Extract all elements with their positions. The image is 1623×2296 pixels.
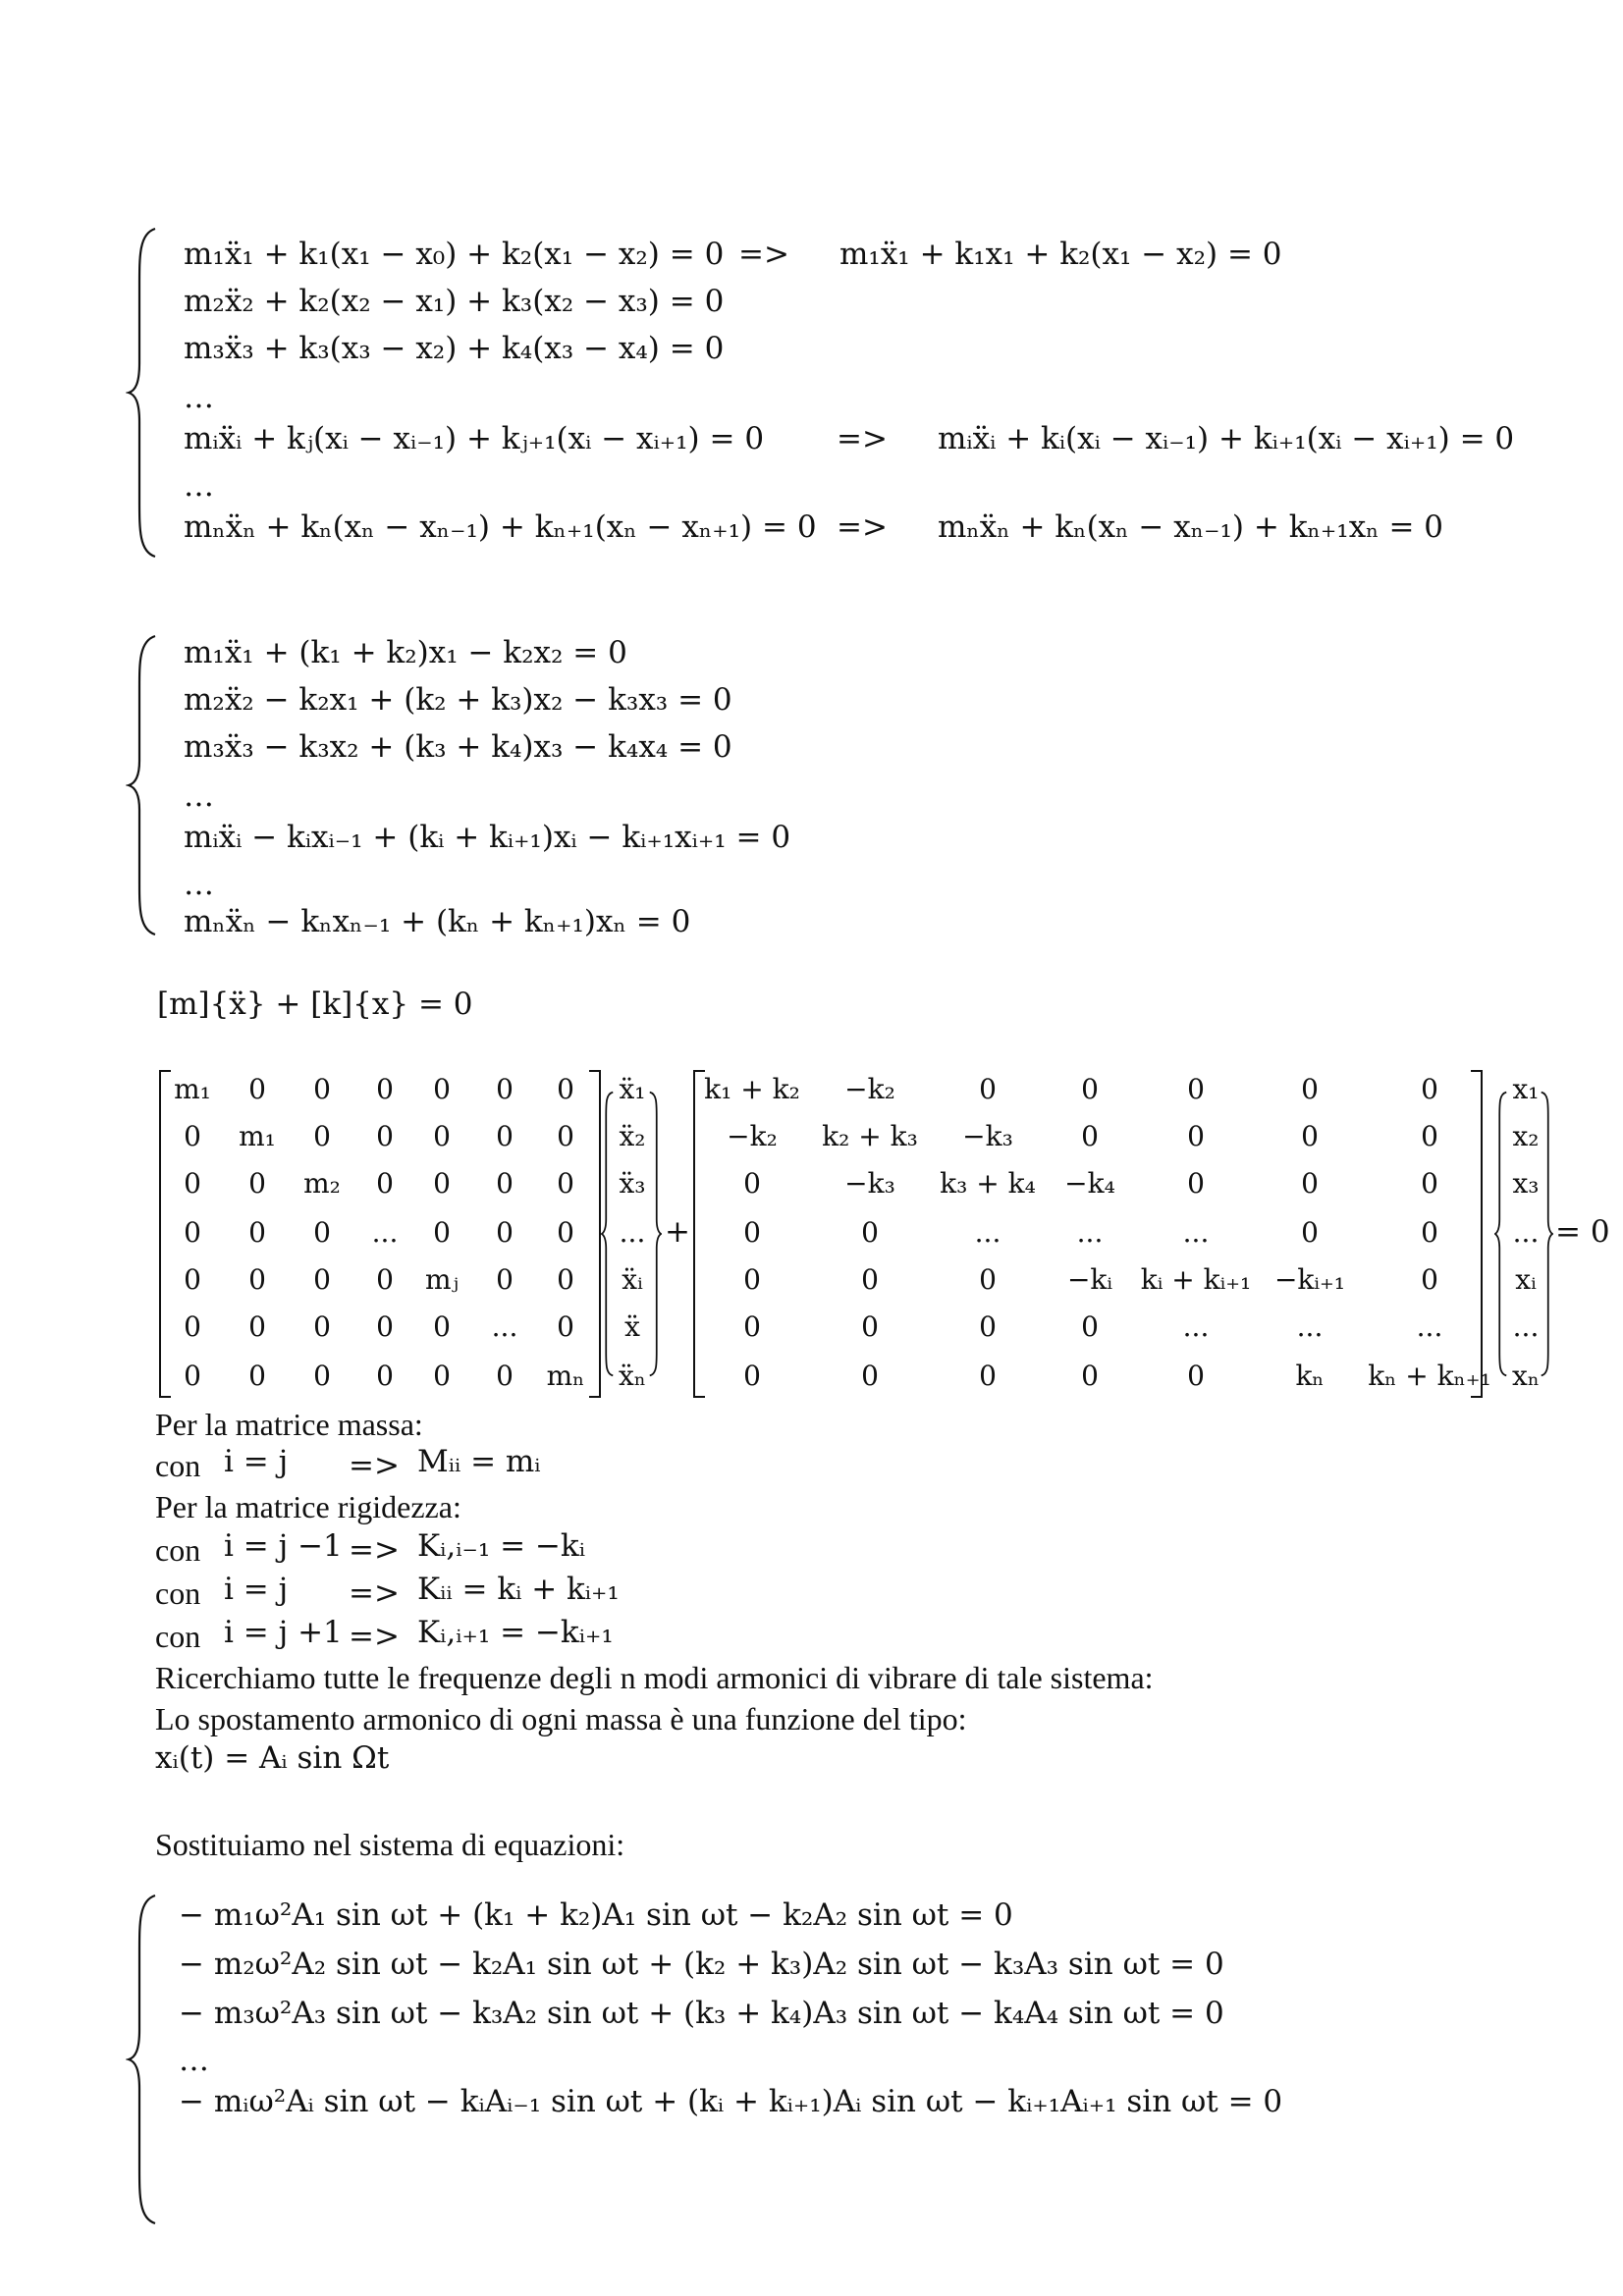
mass-matrix-cell: 0 (557, 1120, 574, 1152)
stiffness-matrix-cell: 0 (1187, 1167, 1205, 1200)
stiffness-matrix-cell: 0 (1421, 1073, 1438, 1105)
sys3-ellipsis: … (179, 2043, 209, 2078)
disp-vector-left-brace (1494, 1070, 1508, 1398)
mass-matrix-cell: 0 (496, 1167, 514, 1200)
stiffness-matrix-cell: 0 (743, 1167, 761, 1200)
stiffness-matrix-cell: 0 (1421, 1167, 1438, 1200)
mass-matrix-cell: 0 (248, 1310, 266, 1343)
mass-matrix-left-bracket (159, 1070, 171, 1398)
mass-rule-arrow: => (349, 1448, 400, 1483)
mass-rule-cond: i = j (224, 1444, 289, 1479)
sys1-eq-n: mₙẍₙ + kₙ(xₙ − xₙ₋₁) + kₙ₊₁(xₙ − xₙ₊₁) = 0 (184, 509, 817, 545)
mass-matrix-cell: 0 (433, 1310, 451, 1343)
stiffness-matrix-cell: 0 (1421, 1263, 1438, 1296)
mass-matrix-cell: 0 (313, 1120, 331, 1152)
system2-brace (126, 633, 165, 937)
sys1-right-i: mᵢẍᵢ + kᵢ(xᵢ − xᵢ₋₁) + kᵢ₊₁(xᵢ − xᵢ₊₁) = 0 (938, 421, 1515, 456)
stiffness-matrix-cell: 0 (1187, 1073, 1205, 1105)
disp-vector-entry: ... (1512, 1310, 1540, 1343)
stiff-rule-2-arrow: => (349, 1575, 400, 1611)
mass-matrix-cell: 0 (557, 1073, 574, 1105)
stiff-rule-2-result: Kᵢᵢ = kᵢ + kᵢ₊₁ (417, 1572, 620, 1607)
stiffness-matrix-cell: 0 (1301, 1216, 1319, 1249)
accel-vector-entry: ẍ₃ (619, 1167, 646, 1200)
mass-matrix-cell: m₁ (239, 1120, 276, 1152)
mass-matrix-cell: 0 (496, 1120, 514, 1152)
sys3-eq-3: − m₃ω²A₃ sin ωt − k₃A₂ sin ωt + (k₃ + k₄)A₃ sin ωt − k₄A₄ sin ωt = 0 (179, 1996, 1224, 2031)
stiffness-matrix-cell: ... (1416, 1310, 1443, 1343)
mass-matrix-cell: 0 (557, 1216, 574, 1249)
accel-vector-entry: ... (619, 1216, 646, 1249)
stiffness-matrix-cell: 0 (1187, 1360, 1205, 1392)
mass-matrix-cell: 0 (376, 1360, 394, 1392)
stiffness-matrix-cell: 0 (979, 1073, 997, 1105)
system1-brace (126, 226, 165, 560)
sys2-eq-n: mₙẍₙ − kₙxₙ₋₁ + (kₙ + kₙ₊₁)xₙ = 0 (184, 904, 691, 939)
mass-matrix-cell: 0 (433, 1216, 451, 1249)
stiffness-matrix-cell: ... (1182, 1310, 1210, 1343)
stiffness-matrix-cell: 0 (861, 1216, 879, 1249)
mass-matrix-cell: 0 (496, 1360, 514, 1392)
stiffness-matrix-right-bracket (1471, 1070, 1483, 1398)
disp-vector-right-brace (1540, 1070, 1553, 1398)
stiffness-matrix-cell: 0 (743, 1360, 761, 1392)
disp-vector-entry: x₁ (1512, 1073, 1540, 1105)
stiffness-matrix-cell: 0 (1301, 1167, 1319, 1200)
stiffness-matrix-cell: 0 (1081, 1360, 1099, 1392)
sys2-eq-i: mᵢẍᵢ − kᵢxᵢ₋₁ + (kᵢ + kᵢ₊₁)xᵢ − kᵢ₊₁xᵢ₊₁ = 0 (184, 820, 791, 855)
mass-matrix-cell: 0 (184, 1167, 201, 1200)
mass-matrix-cell: 0 (496, 1263, 514, 1296)
stiffness-matrix-cell: 0 (1081, 1073, 1099, 1105)
sys1-ellipsis-1: … (184, 380, 214, 415)
stiff-rule-3-con: con (155, 1619, 201, 1654)
mass-matrix-cell: 0 (557, 1167, 574, 1200)
stiffness-matrix-cell: ... (1076, 1216, 1104, 1249)
mass-matrix-cell: 0 (496, 1073, 514, 1105)
stiffness-matrix-cell: kₙ + kₙ₊₁ (1368, 1360, 1491, 1392)
mass-matrix-cell: 0 (376, 1120, 394, 1152)
mass-matrix-cell: 0 (557, 1310, 574, 1343)
mass-matrix-cell: 0 (433, 1120, 451, 1152)
harmonic-displacement: xᵢ(t) = Aᵢ sin Ωt (155, 1740, 390, 1776)
stiffness-matrix-cell: k₁ + k₂ (704, 1073, 800, 1105)
disp-vector-entry: xᵢ (1515, 1263, 1537, 1296)
mass-matrix-title: Per la matrice massa: (155, 1407, 423, 1442)
mass-matrix-cell: ... (491, 1310, 518, 1343)
stiff-rule-1-cond: i = j −1 (224, 1528, 343, 1564)
system3-brace (126, 1893, 165, 2226)
sys1-arrow-n: => (837, 509, 888, 545)
stiffness-matrix-cell: 0 (743, 1263, 761, 1296)
substitute-sentence: Sostituiamo nel sistema di equazioni: (155, 1827, 625, 1862)
sys1-eq-3: m₃ẍ₃ + k₃(x₃ − x₂) + k₄(x₃ − x₄) = 0 (184, 331, 725, 366)
stiffness-matrix-cell: −k₂ (727, 1120, 778, 1152)
sys2-ellipsis-2: … (184, 867, 214, 902)
stiffness-matrix-cell: kₙ (1295, 1360, 1325, 1392)
accel-vector-entry: ẍ₁ (619, 1073, 646, 1105)
accel-vector-entry: ẍₙ (619, 1360, 646, 1392)
sys2-ellipsis-1: … (184, 778, 214, 814)
plus-sign: + (665, 1214, 690, 1250)
stiffness-matrix-cell: ... (1182, 1216, 1210, 1249)
sys2-eq-3: m₃ẍ₃ − k₃x₂ + (k₃ + k₄)x₃ − k₄x₄ = 0 (184, 729, 732, 765)
stiff-rule-1-con: con (155, 1532, 201, 1568)
mass-matrix-cell: 0 (248, 1263, 266, 1296)
stiffness-matrix-cell: 0 (861, 1310, 879, 1343)
mass-matrix-cell: 0 (248, 1073, 266, 1105)
disp-vector-entry: xₙ (1512, 1360, 1540, 1392)
stiffness-matrix-left-bracket (693, 1070, 705, 1398)
mass-matrix-cell: 0 (433, 1073, 451, 1105)
sys1-eq-2: m₂ẍ₂ + k₂(x₂ − x₁) + k₃(x₂ − x₃) = 0 (184, 284, 725, 319)
frequencies-sentence: Ricerchiamo tutte le frequenze degli n modi armonici di vibrare di tale sistema: (155, 1660, 1154, 1695)
stiffness-matrix-title: Per la matrice rigidezza: (155, 1489, 461, 1524)
mass-matrix-right-bracket (589, 1070, 601, 1398)
mass-matrix-cell: 0 (313, 1310, 331, 1343)
disp-vector-entry: ... (1512, 1216, 1540, 1249)
stiffness-matrix-cell: k₃ + k₄ (940, 1167, 1036, 1200)
mass-rule-con: con (155, 1448, 201, 1483)
stiffness-matrix-cell: k₂ + k₃ (822, 1120, 918, 1152)
stiffness-matrix-cell: ... (1296, 1310, 1324, 1343)
mass-rule-result: Mᵢᵢ = mᵢ (417, 1444, 541, 1479)
stiffness-matrix-cell: 0 (1081, 1120, 1099, 1152)
mass-matrix-cell: 0 (496, 1216, 514, 1249)
disp-vector-entry: x₃ (1512, 1167, 1540, 1200)
mass-matrix-cell: 0 (376, 1167, 394, 1200)
mass-matrix-cell: 0 (184, 1216, 201, 1249)
mass-matrix-cell: 0 (248, 1360, 266, 1392)
mass-matrix-cell: mⱼ (425, 1263, 459, 1296)
mass-matrix-cell: mₙ (546, 1360, 585, 1392)
mass-matrix-cell: 0 (248, 1216, 266, 1249)
stiffness-matrix-cell: 0 (861, 1263, 879, 1296)
stiffness-matrix-cell: kᵢ + kᵢ₊₁ (1140, 1263, 1252, 1296)
sys1-right-n: mₙẍₙ + kₙ(xₙ − xₙ₋₁) + kₙ₊₁xₙ = 0 (938, 509, 1443, 545)
mass-matrix-cell: 0 (433, 1360, 451, 1392)
stiffness-matrix-cell: −kᵢ₊₁ (1273, 1263, 1346, 1296)
mass-matrix-cell: 0 (313, 1263, 331, 1296)
sys3-eq-i: − mᵢω²Aᵢ sin ωt − kᵢAᵢ₋₁ sin ωt + (kᵢ + kᵢ₊₁)Aᵢ sin ωt − kᵢ₊₁Aᵢ₊₁ sin ωt = 0 (179, 2084, 1283, 2119)
sys1-right-1: m₁ẍ₁ + k₁x₁ + k₂(x₁ − x₂) = 0 (839, 237, 1282, 272)
stiffness-matrix-cell: −k₂ (844, 1073, 895, 1105)
stiffness-matrix-cell: −k₃ (844, 1167, 895, 1200)
stiffness-matrix-cell: 0 (1081, 1310, 1099, 1343)
stiff-rule-3-cond: i = j +1 (224, 1615, 343, 1650)
stiffness-matrix-cell: 0 (1301, 1120, 1319, 1152)
stiffness-matrix-cell: 0 (1187, 1120, 1205, 1152)
mass-matrix-cell: 0 (376, 1263, 394, 1296)
stiffness-matrix-cell: 0 (979, 1263, 997, 1296)
accel-vector-right-brace (648, 1070, 662, 1398)
mass-matrix-cell: 0 (184, 1360, 201, 1392)
equals-zero: = 0 (1555, 1214, 1610, 1250)
mass-matrix-cell: ... (371, 1216, 399, 1249)
mass-matrix-cell: 0 (557, 1263, 574, 1296)
stiffness-matrix-cell: 0 (1421, 1120, 1438, 1152)
sys1-arrow-i: => (837, 421, 888, 456)
stiffness-matrix-cell: 0 (979, 1310, 997, 1343)
mass-matrix-cell: 0 (313, 1216, 331, 1249)
mass-matrix-cell: m₁ (174, 1073, 211, 1105)
stiffness-matrix-cell: 0 (1421, 1216, 1438, 1249)
mass-matrix-cell: 0 (376, 1073, 394, 1105)
stiffness-matrix-cell: −k₃ (962, 1120, 1013, 1152)
sys2-eq-1: m₁ẍ₁ + (k₁ + k₂)x₁ − k₂x₂ = 0 (184, 635, 627, 670)
stiffness-matrix-cell: 0 (1301, 1073, 1319, 1105)
accel-vector-entry: ẍᵢ (622, 1263, 643, 1296)
disp-vector-entry: x₂ (1512, 1120, 1540, 1152)
stiff-rule-1-result: Kᵢ,ᵢ₋₁ = −kᵢ (417, 1528, 585, 1564)
stiffness-matrix-cell: ... (974, 1216, 1001, 1249)
stiffness-matrix-cell: 0 (979, 1360, 997, 1392)
mass-matrix-cell: 0 (313, 1073, 331, 1105)
mass-matrix-cell: 0 (248, 1167, 266, 1200)
accel-vector-left-brace (601, 1070, 615, 1398)
mass-matrix-cell: 0 (433, 1167, 451, 1200)
stiffness-matrix-cell: 0 (743, 1216, 761, 1249)
stiff-rule-1-arrow: => (349, 1532, 400, 1568)
mass-matrix-cell: 0 (376, 1310, 394, 1343)
mass-matrix-cell: m₂ (303, 1167, 341, 1200)
sys1-ellipsis-2: … (184, 468, 214, 504)
stiff-rule-2-cond: i = j (224, 1572, 289, 1607)
sys3-eq-2: − m₂ω²A₂ sin ωt − k₂A₁ sin ωt + (k₂ + k₃)A₂ sin ωt − k₃A₃ sin ωt = 0 (179, 1947, 1224, 1982)
sys2-eq-2: m₂ẍ₂ − k₂x₁ + (k₂ + k₃)x₂ − k₃x₃ = 0 (184, 682, 732, 718)
stiffness-matrix-cell: 0 (861, 1360, 879, 1392)
displacement-sentence: Lo spostamento armonico di ogni massa è una funzione del tipo: (155, 1701, 967, 1736)
stiffness-matrix-cell: −kᵢ (1066, 1263, 1113, 1296)
sys1-eq-1: m₁ẍ₁ + k₁(x₁ − x₀) + k₂(x₁ − x₂) = 0 (184, 237, 725, 272)
matrix-equation: [m]{ẍ} + [k]{x} = 0 (157, 987, 473, 1022)
stiff-rule-2-con: con (155, 1575, 201, 1611)
accel-vector-entry: ẍ (624, 1310, 640, 1343)
sys1-arrow-1: => (738, 237, 789, 272)
mass-matrix-cell: 0 (313, 1360, 331, 1392)
stiff-rule-3-result: Kᵢ,ᵢ₊₁ = −kᵢ₊₁ (417, 1615, 614, 1650)
accel-vector-entry: ẍ₂ (619, 1120, 646, 1152)
mass-matrix-cell: 0 (184, 1263, 201, 1296)
mass-matrix-cell: 0 (184, 1120, 201, 1152)
stiffness-matrix-cell: 0 (743, 1310, 761, 1343)
stiffness-matrix-cell: −k₄ (1064, 1167, 1115, 1200)
sys3-eq-1: − m₁ω²A₁ sin ωt + (k₁ + k₂)A₁ sin ωt − k₂A₂ sin ωt = 0 (179, 1897, 1013, 1933)
stiff-rule-3-arrow: => (349, 1619, 400, 1654)
mass-matrix-cell: 0 (184, 1310, 201, 1343)
sys1-eq-i: mᵢẍᵢ + kⱼ(xᵢ − xᵢ₋₁) + kⱼ₊₁(xᵢ − xᵢ₊₁) = 0 (184, 421, 765, 456)
